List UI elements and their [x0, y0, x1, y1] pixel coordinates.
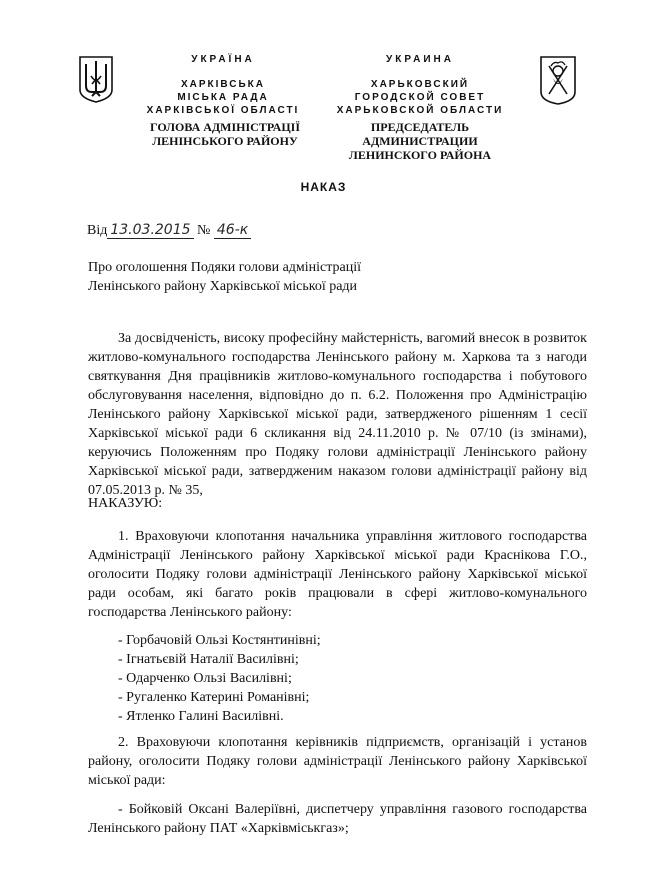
- country-name-ua: УКРАЇНА: [191, 54, 255, 65]
- handwritten-number: 46-к: [214, 222, 251, 239]
- item-1-paragraph: [88, 527, 587, 622]
- council-line-ua-1: ХАРКІВСЬКА: [180, 79, 266, 90]
- handwritten-date: 13.03.2015: [107, 222, 193, 239]
- council-line-ru-3: ХАРЬКОВСКОЙ ОБЛАСТИ: [336, 105, 504, 116]
- header-russian: [320, 53, 520, 117]
- item-2-first-text: - Бойковій Оксані Валеріївні, диспетчеру управління газового господарства Ленінського району ПАТ «Харківміськгаз»;: [88, 802, 587, 836]
- official-title-ua: [130, 120, 320, 148]
- title-line-ua-1: ГОЛОВА АДМІНІСТРАЦІЇ: [150, 120, 300, 134]
- date-number-line: [87, 222, 251, 239]
- title-line-ua-2: ЛЕНІНСЬКОГО РАЙОНУ: [152, 134, 298, 148]
- item-2-text: 2. Враховуючи клопотання керівників підприємств, організацій і установ району, оголосити Подяку голови адміністрації Ленінського району Харківської міської ради:: [88, 735, 587, 788]
- council-line-ru-1: ХАРЬКОВСКИЙ: [370, 79, 470, 90]
- intro-text: За досвідченість, високу професійну майстерність, вагомий внесок в розвиток житлово-комунального господарства Ленінського району м. Харкова та з нагоди святкування Дня працівників житлово-комунального господарства і побутового обслуговування населення, відповідно до п. 6.2. Положення про Адміністрацію Ленінського району Харківської міської ради, затвердженого рішенням 1 сесії Харківської міської ради 6 скликання від 24.11.2010 р. № 07/10 (із змінами), керуючись Положенням про Подяку голови адміністрації Ленінського району Харківської міської ради, затвердженим наказом голови адміністрації району від 07.05.2013 р. № 35,: [88, 331, 587, 498]
- list-item: - Ятленко Галині Василівні.: [118, 709, 284, 724]
- order-title: НАКАЗ: [300, 180, 347, 194]
- kharkiv-coat-of-arms-icon: [539, 54, 577, 106]
- council-line-ua-2: МІСЬКА РАДА: [177, 92, 269, 103]
- council-line-ru-2: ГОРОДСКОЙ СОВЕТ: [354, 92, 486, 103]
- intro-paragraph: [88, 329, 587, 500]
- list-item: - Ігнатьєвій Наталії Василівні;: [118, 652, 299, 667]
- number-prefix: №: [197, 223, 211, 238]
- title-line-ru-1: ПРЕДСЕДАТЕЛЬ АДМИНИСТРАЦИИ: [362, 120, 478, 148]
- list-item: - Одарченко Ользі Василівні;: [118, 671, 292, 686]
- item-1-text: 1. Враховуючи клопотання начальника управління житлового господарства Адміністрації Ленінського району Харківської міської ради Краснікова Г.О., оголосити Подяку голови адміністрації Ленінського району Харківської міської ради особам, які багато років працювали в сфері житлово-комунального господарства Ленінського району:: [88, 529, 587, 620]
- official-title-ru: [315, 120, 525, 162]
- item-2-first-entry: [88, 800, 587, 838]
- order-directive: НАКАЗУЮ:: [88, 496, 163, 511]
- title-line-ru-2: ЛЕНИНСКОГО РАЙОНА: [348, 148, 492, 162]
- item-2-paragraph: [88, 733, 587, 790]
- country-name-ru: УКРАИНА: [386, 54, 454, 65]
- date-prefix: Від: [87, 223, 108, 238]
- trident-emblem-icon: [78, 54, 114, 104]
- persons-list: [118, 631, 518, 726]
- list-item: - Горбачовій Ользі Костянтинівні;: [118, 633, 321, 648]
- list-item: - Ругаленко Катерині Романівні;: [118, 690, 310, 705]
- council-line-ua-3: ХАРКІВСЬКОЇ ОБЛАСТІ: [146, 105, 300, 116]
- header-ukrainian: [128, 53, 318, 117]
- order-subject: Про оголошення Подяки голови адміністрації Ленінського району Харківської міської ради: [88, 260, 362, 294]
